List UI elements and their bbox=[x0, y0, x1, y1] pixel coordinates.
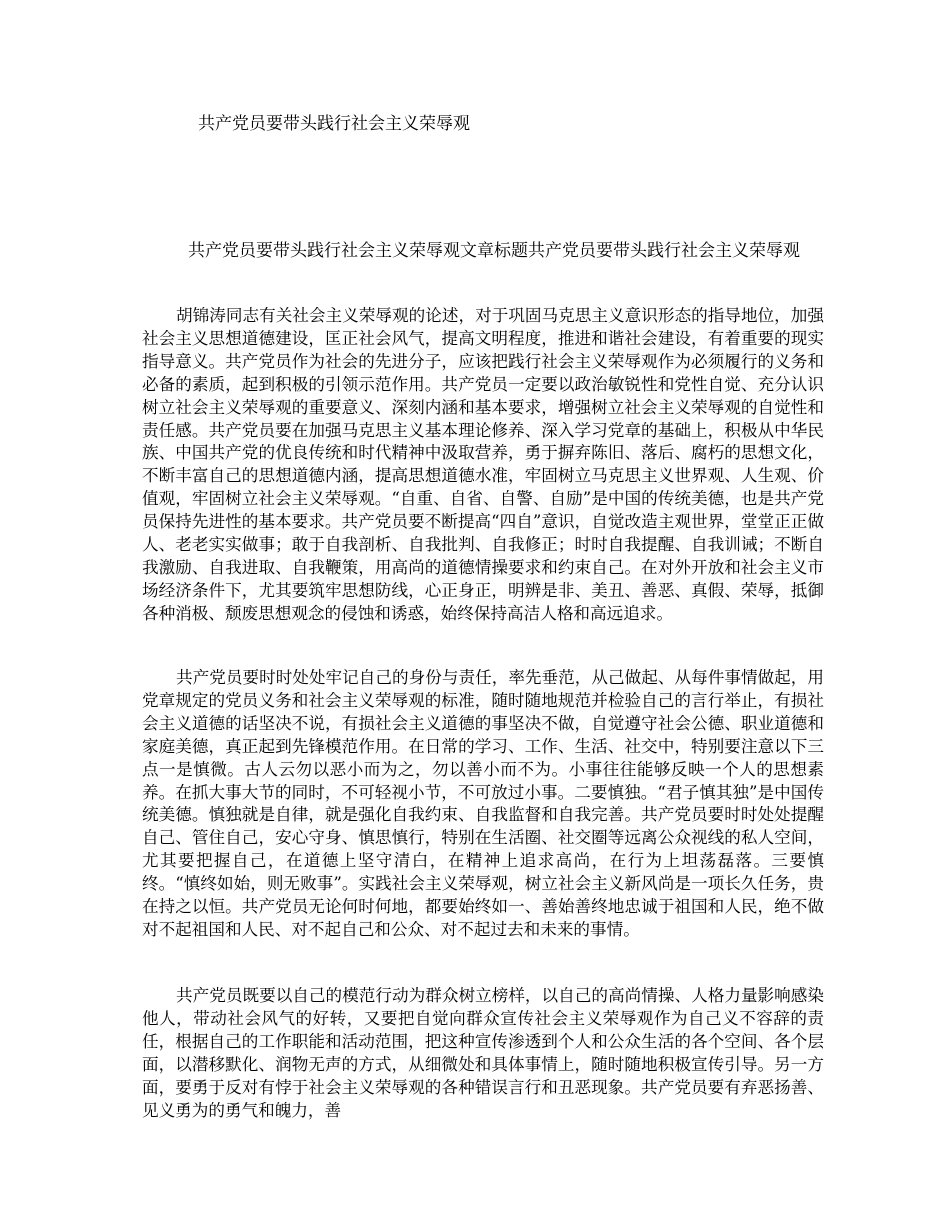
document-subtitle: 共产党员要带头践行社会主义荣辱观文章标题共产党员要带头践行社会主义荣辱观 bbox=[188, 241, 800, 261]
body-paragraph-3: 共产党员既要以自己的模范行动为群众树立榜样，以自己的高尚情操、人格力量影响感染他人，带动社会风气的好转，又要把自觉向群众宣传社会主义荣辱观作为自己义不容辞的责任，根据自己的工作职能和活动范围，把这种宣传渗透到个人和公众生活的各个空间、各个层面，以潜移默化、润物无声的方式，从细微处和具体事情上，随时随地积极宣传引导。另一方面，要勇于反对有悖于社会主义荣辱观的各种错误言行和丑恶现象。共产党员要有弃恶扬善、见义勇为的勇气和魄力，善 bbox=[142, 986, 824, 1120]
document-title: 共产党员要带头践行社会主义荣辱观 bbox=[198, 114, 470, 134]
body-paragraph-2: 共产党员要时时处处牢记自己的身份与责任，率先垂范，从己做起、从每件事情做起，用党章规定的党员义务和社会主义荣辱观的标准，随时随地规范并检验自己的言行举止，有损社会主义道德的话坚决不说，有损社会主义道德的事坚决不做，自觉遵守社会公德、职业道德和家庭美德，真正起到先锋模范作用。在日常的学习、工作、生活、社交中，特别要注意以下三点一是慎微。古人云勿以恶小而为之，勿以善小而不为。小事往往能够反映一个人的思想素养。在抓大事大节的同时，不可轻视小节，不可放过小事。二要慎独。“君子慎其独”是中国传统美德。慎独就是自律，就是强化自我约束、自我监督和自我完善。共产党员要时时处处提醒自己、管住自己，安心守身、慎思慎行，特别在生活圈、社交圈等远离公众视线的私人空间，尤其要把握自己，在道德上坚守清白，在精神上追求高尚，在行为上坦荡磊落。三要慎终。“慎终如始，则无败事”。实践社会主义荣辱观，树立社会主义新风尚是一项长久任务，贵在持之以恒。共产党员无论何时何地，都要始终如一、善始善终地忠诚于祖国和人民，绝不做对不起祖国和人民、对不起自己和公众、对不起过去和未来的事情。 bbox=[142, 668, 824, 939]
body-paragraph-1: 胡锦涛同志有关社会主义荣辱观的论述，对于巩固马克思主义意识形态的指导地位，加强社会主义思想道德建设，匡正社会风气，提高文明程度，推进和谐社会建设，有着重要的现实指导意义。共产党员作为社会的先进分子，应该把践行社会主义荣辱观作为必须履行的义务和必备的素质，起到积极的引领示范作用。共产党员一定要以政治敏锐性和党性自觉、充分认识树立社会主义荣辱观的重要意义、深刻内涵和基本要求，增强树立社会主义荣辱观的自觉性和责任感。共产党员要在加强马克思主义基本理论修养、深入学习党章的基础上，积极从中华民族、中国共产党的优良传统和时代精神中汲取营养，勇于摒弃陈旧、落后、腐朽的思想文化，不断丰富自己的思想道德内涵，提高思想道德水准，牢固树立马克思主义世界观、人生观、价值观，牢固树立社会主义荣辱观。“自重、自省、自警、自励”是中国的传统美德，也是共产党员保持先进性的基本要求。共产党员要不断提高“四自”意识，自觉改造主观世界，堂堂正正做人、老老实实做事；敢于自我剖析、自我批判、自我修正；时时自我提醒、自我训诫；不断自我激励、自我进取、自我鞭策，用高尚的道德情操要求和约束自己。在对外开放和社会主义市场经济条件下，尤其要筑牢思想防线，心正身正，明辨是非、美丑、善恶、真假、荣辱，抵御各种消极、颓废思想观念的侵蚀和诱惑，始终保持高洁人格和高远追求。 bbox=[142, 306, 824, 623]
